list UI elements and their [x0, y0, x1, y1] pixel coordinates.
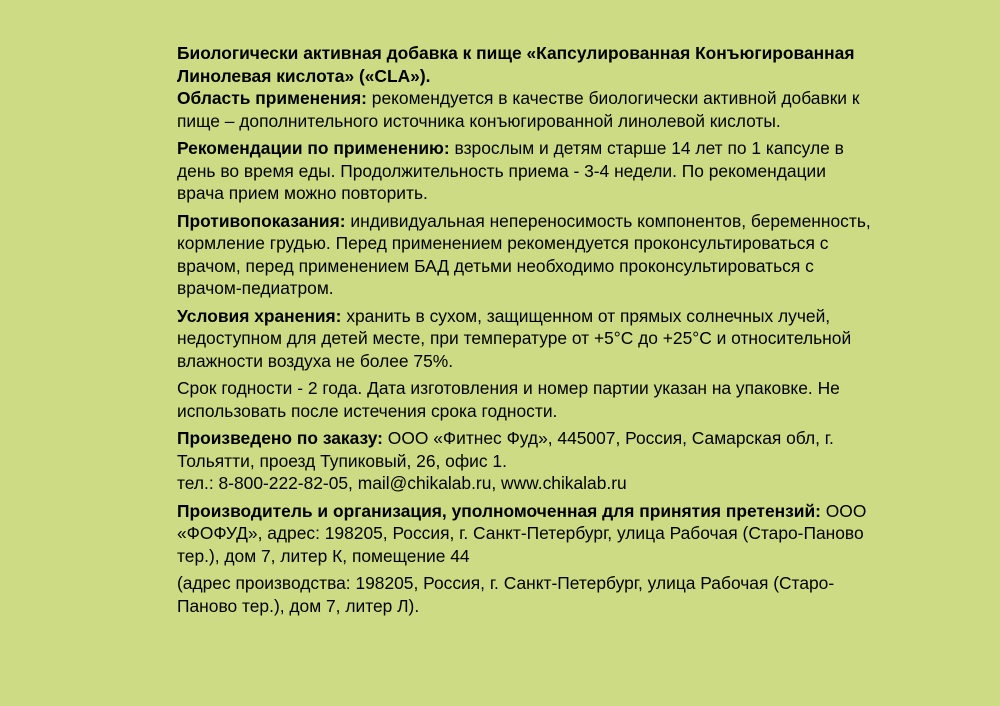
manufacturer-text: ООО «ФОФУД», адрес: 198205, Россия, г. Санкт-Петербург, улица Рабочая (Старо-Паново тер.), дом 7, литер К, помещение 44	[177, 500, 867, 566]
ordered-by-section	[177, 427, 877, 495]
ordered-by-text: ООО «Фитнес Фуд», 445007, Россия, Самарская обл, г. Тольятти, проезд Тупиковый, 26, офис 1.	[177, 428, 834, 471]
contacts-text: тел.: 8-800-222-82-05, mail@chikalab.ru, www.chikalab.ru	[177, 473, 627, 493]
contraindications-section	[177, 210, 877, 300]
application-text: рекомендуется в качестве биологически активной добавки к пище – дополнительного источника конъюгированной линолевой кислоты.	[177, 88, 860, 131]
recommendations-label: Рекомендации по применению:	[177, 138, 450, 158]
recommendations-text: взрослым и детям старше 14 лет по 1 капсуле в день во время еды. Продолжительность приема - 3-4 недели. По рекомендации врача прием можно повторить.	[177, 138, 844, 203]
storage-label: Условия хранения:	[177, 305, 342, 326]
recommendations-section	[177, 137, 877, 205]
manufacturer-section	[177, 500, 877, 568]
ordered-by-label: Произведено по заказу:	[177, 428, 383, 448]
manufacturer-label: Производитель и организация, уполномоченная для принятия претензий:	[177, 500, 821, 521]
shelf-life-section: Срок годности - 2 года. Дата изготовления и номер партии указан на упаковке. Не использовать после истечения срока годности.	[177, 378, 840, 421]
application-label: Область применения:	[177, 88, 367, 108]
application-section	[177, 87, 877, 132]
contraindications-label: Противопоказания:	[177, 210, 346, 231]
product-label-text	[177, 42, 877, 617]
storage-section	[177, 305, 877, 373]
storage-text: хранить в сухом, защищенном от прямых солнечных лучей, недоступном для детей месте, при температуре от +5°С до +25°С и относительной влажности воздуха не более 75%.	[177, 305, 852, 371]
production-address: (адрес производства: 198205, Россия, г. Санкт-Петербург, улица Рабочая (Старо-Паново тер.), дом 7, литер Л).	[177, 573, 835, 616]
product-title: Биологически активная добавка к пище «Капсулированная Конъюгированная Линолевая кислота» («CLA»).	[177, 43, 855, 86]
contraindications-text: индивидуальная непереносимость компонентов, беременность, кормление грудью. Перед применением рекомендуется проконсультироваться с врачом, перед применением БАД детьми необходимо проконсультироваться с врачом-педиатром.	[177, 210, 871, 298]
